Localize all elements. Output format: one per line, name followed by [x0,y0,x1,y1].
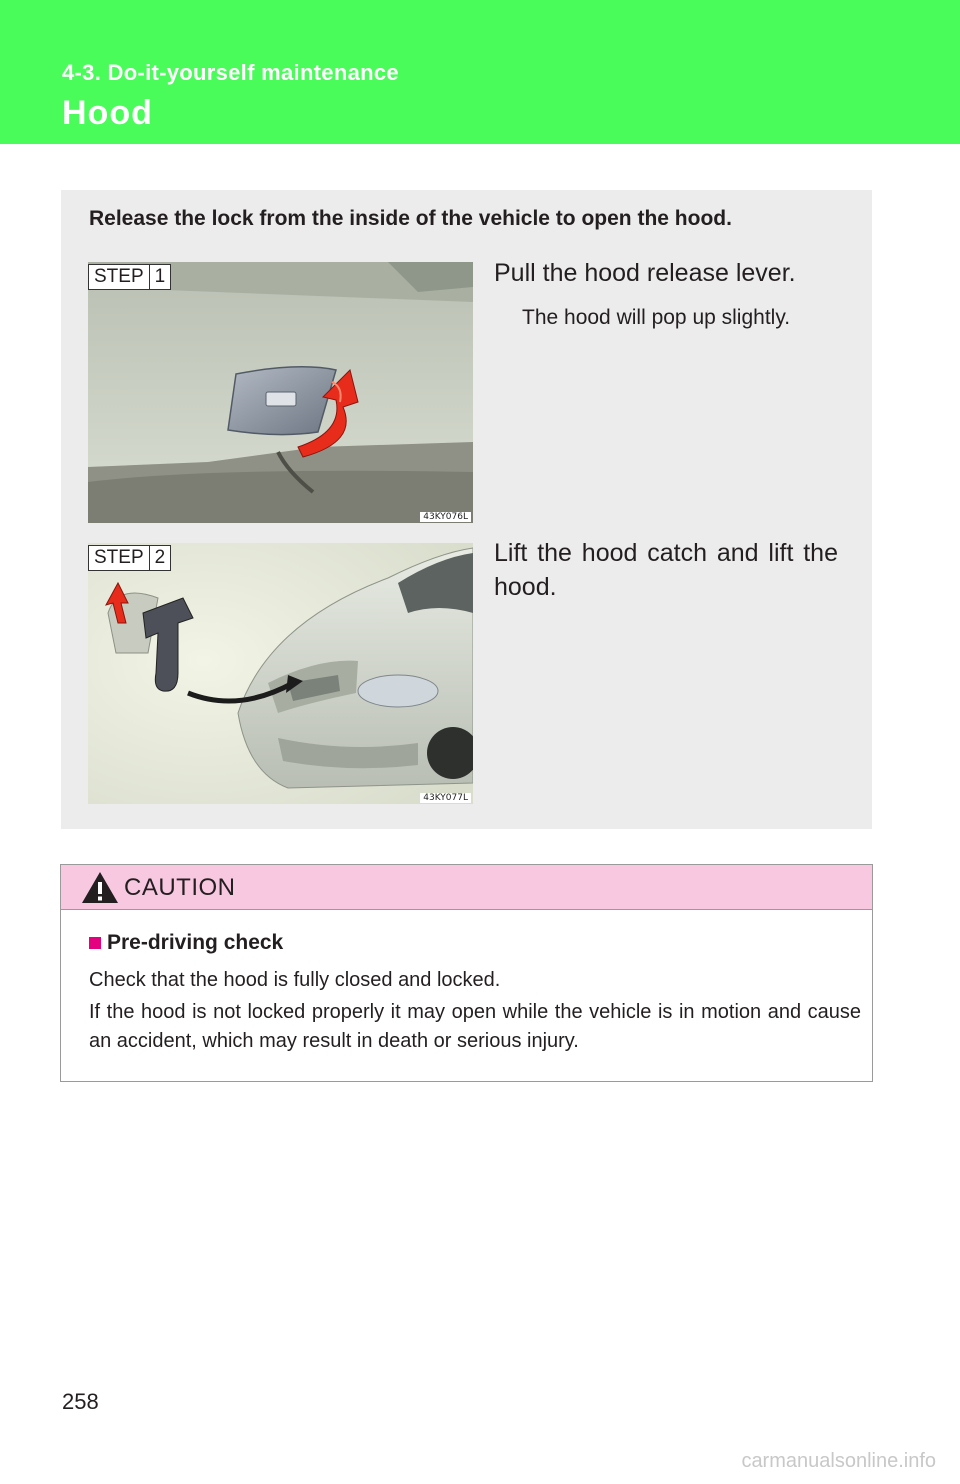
header-banner [0,0,960,144]
step2-badge [88,545,171,571]
step2-image-code: 43KY077L [420,793,471,803]
step1-note: The hood will pop up slightly. [522,306,791,329]
caution-paragraph-2: If the hood is not locked properly it may open while the vehicle is in motion and cause an accident, which may result in death or serious injury. [89,1001,861,1052]
watermark: carmanualsonline.info [741,1450,936,1472]
page-title: Hood [62,94,153,132]
step1-illustration [88,262,473,523]
step1-image-code: 43KY076L [420,512,471,522]
intro-text: Release the lock from the inside of the vehicle to open the hood. [89,207,732,230]
step2-badge-word: STEP [89,546,150,570]
step1-badge [88,264,171,290]
section-label: 4-3. Do-it-yourself maintenance [62,60,399,85]
step2-badge-number: 2 [154,547,166,568]
step2-instruction: Lift the hood catch and lift the hood. [494,539,838,601]
bullet-square-icon [89,937,101,949]
step1-instruction: Pull the hood release lever. [494,259,796,287]
step1-badge-number: 1 [154,266,166,287]
caution-box [60,864,873,1082]
caution-header [61,865,872,910]
caution-subheading-text: Pre-driving check [107,931,284,954]
caution-paragraph-1: Check that the hood is fully closed and locked. [89,969,501,991]
caution-subheading [89,931,283,955]
page-number: 258 [62,1389,99,1414]
step2-illustration [88,543,473,804]
warning-triangle-icon [81,871,119,909]
caution-label: CAUTION [124,874,236,901]
step1-badge-word: STEP [89,265,150,289]
